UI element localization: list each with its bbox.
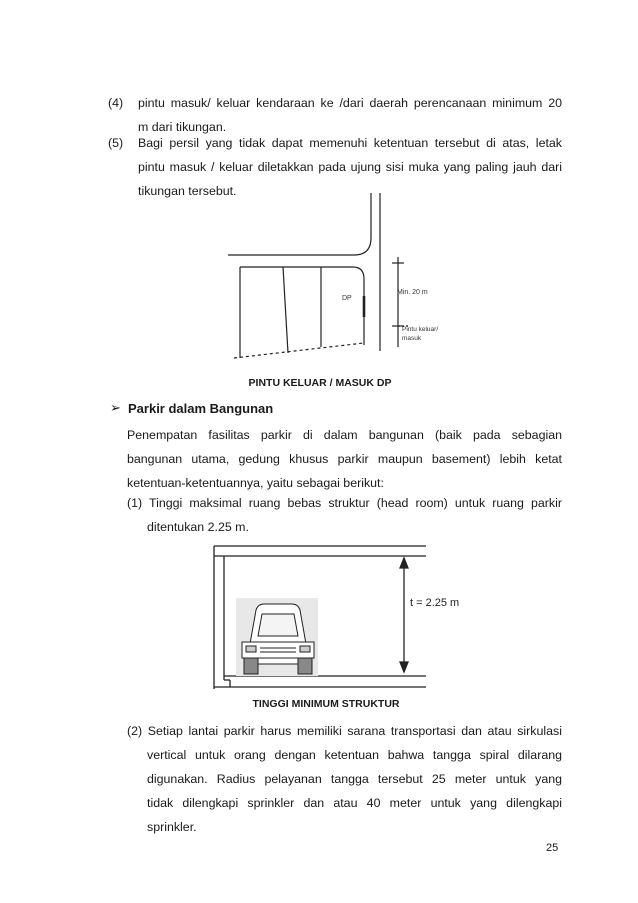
text-line: tidak dilengkapi sprinkler dan atau 40 meter untuk yang dilengkapi <box>147 796 562 810</box>
text-line: (2) Setiap lantai parkir harus memiliki sarana transportasi dan atau sirkulasi <box>127 724 562 738</box>
text-line: bangunan utama, gedung khusus parkir maupun basement) lebih ketat <box>127 452 562 466</box>
text-line: Penempatan fasilitas parkir di dalam bangunan (baik pada sebagian <box>127 428 562 442</box>
list-number: (5) <box>108 136 124 150</box>
text-line: pintu masuk / keluar diletakkan pada ujung sisi muka yang paling jauh dari <box>138 160 562 174</box>
text-line: pintu masuk/ keluar kendaraan ke /dari daerah perencanaan minimum 20 <box>138 96 562 110</box>
figure2-caption: TINGGI MINIMUM STRUKTUR <box>252 698 400 710</box>
site-plan-diagram <box>228 193 468 363</box>
min-distance-label: Min. 20 m <box>397 289 428 296</box>
section-heading: Parkir dalam Bangunan <box>128 401 274 416</box>
item-2 <box>127 719 562 839</box>
page-number: 25 <box>546 842 559 854</box>
text-line: Bagi persil yang tidak dapat memenuhi ketentuan tersebut di atas, letak <box>138 136 562 150</box>
text-line: tikungan tersebut. <box>138 184 237 198</box>
gate-label-line2: masuk <box>402 335 422 342</box>
item-1 <box>127 491 562 539</box>
height-label: t = 2.25 m <box>410 597 460 609</box>
text-line: ketentuan-ketentuannya, yaitu sebagai berikut: <box>127 476 384 490</box>
figure1-caption: PINTU KELUAR / MASUK DP <box>248 377 392 389</box>
bullet-icon: ➢ <box>110 400 121 415</box>
dp-label: DP <box>342 295 352 302</box>
gate-label-line1: Pintu keluar/ <box>402 326 439 333</box>
text-line: sprinkler. <box>147 820 197 834</box>
text-line: digunakan. Radius pelayanan tangga tersebut 25 meter untuk yang <box>147 772 562 786</box>
text-line: (1) Tinggi maksimal ruang bebas struktur (head room) untuk ruang parkir <box>127 496 562 510</box>
text-line: m dari tikungan. <box>138 120 227 134</box>
text-line: vertical untuk orang dengan ketentuan bahwa tangga spiral dilarang <box>147 748 562 762</box>
intro-paragraph <box>127 423 562 495</box>
list-number: (4) <box>108 96 124 110</box>
text-line: ditentukan 2.25 m. <box>147 520 249 534</box>
headroom-diagram <box>212 544 460 690</box>
